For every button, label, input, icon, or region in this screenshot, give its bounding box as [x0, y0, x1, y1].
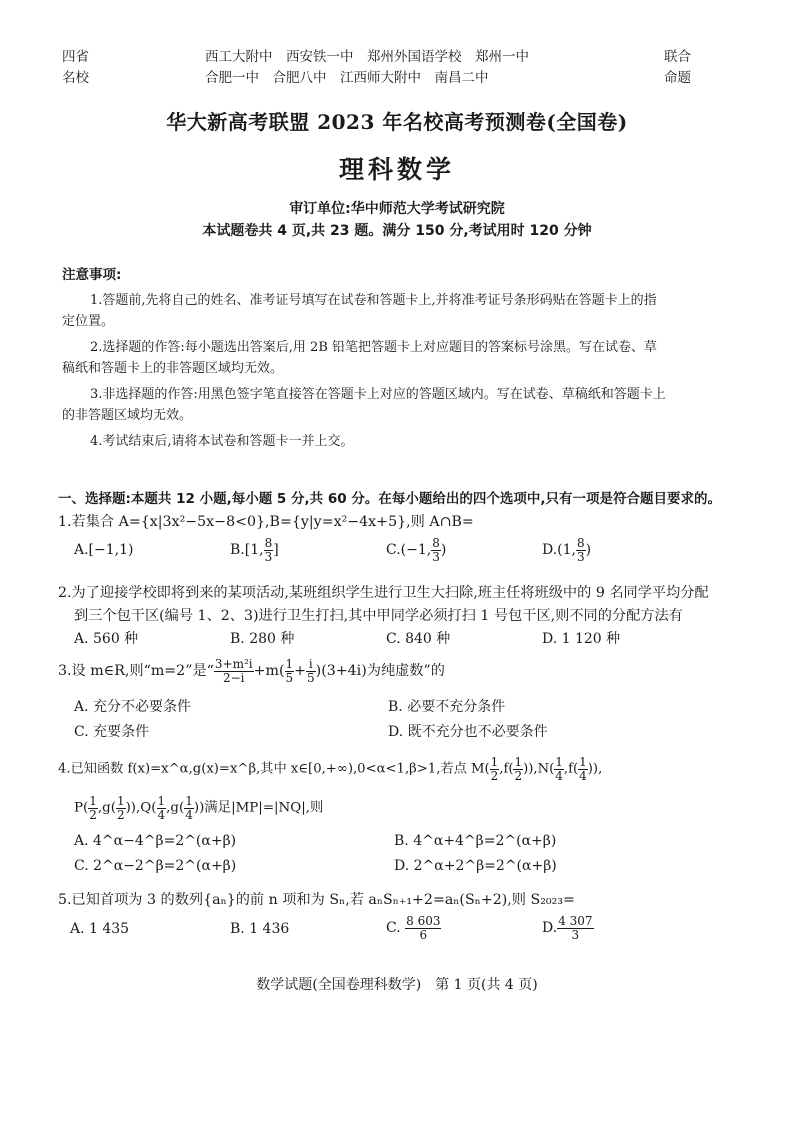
notice-item-3-line-2: 的非答题区域均无效。	[62, 408, 193, 423]
header-schools-row2: 合肥一中 合肥八中 江西师大附中 南昌二中	[205, 70, 489, 86]
header-left-top: 四省	[62, 49, 89, 65]
q2-option-c: C. 840 种	[386, 631, 451, 647]
q2-option-a: A. 560 种	[74, 631, 139, 647]
header-right-bottom: 命题	[664, 70, 691, 86]
notice-title: 注意事项:	[62, 267, 122, 283]
q5-option-c: C. $\frac{8 603}{6}$	[386, 914, 441, 942]
q3-option-b: B. 必要不充分条件	[388, 699, 506, 715]
q5-option-d: D. $\frac{4 307}{3}$	[542, 914, 593, 942]
q3-option-a: A. 充分不必要条件	[74, 699, 192, 715]
q5-option-b: B. 1 436	[230, 921, 290, 937]
q1-option-b: B.[1, $\frac{8}{3}$ ]	[230, 536, 279, 564]
q2-option-d: D. 1 120 种	[542, 631, 621, 647]
notice-item-1-line-1: 1.答题前,先将自己的姓名、准考证号填写在试卷和答题卡上,并将准考证号条形码贴在答题卡上的指	[90, 293, 657, 308]
q4-option-b: B. 4^α+4^β=2^(α+β)	[394, 833, 557, 849]
q2-stem-line-2: 到三个包干区(编号 1、2、3)进行卫生打扫,其中甲同学必须打扫 1 号包干区,则不同的分配方法有	[74, 608, 683, 624]
q1-option-d: D.(1, $\frac{8}{3}$ )	[542, 536, 592, 564]
q4-stem-line-2: P( $\frac{1}{2}$ ,g( $\frac{1}{2}$ )),Q( $\frac{1}{4}$ ,g( $\frac{1}{4}$ ))满足|MP|=|NQ|,则	[74, 794, 324, 822]
paper-title: 华大新高考联盟 2023 年名校高考预测卷(全国卷)	[166, 110, 628, 134]
q4-option-c: C. 2^α−2^β=2^(α+β)	[74, 858, 237, 874]
page-footer: 数学试题(全国卷理科数学) 第 1 页(共 4 页)	[256, 977, 538, 993]
q2-option-b: B. 280 种	[230, 631, 295, 647]
notice-item-2-line-2: 稿纸和答题卡上的非答题区域均无效。	[62, 361, 284, 376]
q2-stem-line-1: 2.为了迎接学校即将到来的某项活动,某班组织学生进行卫生大扫除,班主任将班级中的 9 名同学平均分配	[58, 585, 709, 601]
notice-item-2-line-1: 2.选择题的作答:每小题选出答案后,用 2B 铅笔把答题卡上对应题目的答案标号涂黑。写在试卷、草	[90, 340, 658, 355]
header-left-bottom: 名校	[62, 70, 89, 86]
q5-option-a: A. 1 435	[70, 921, 130, 937]
exam-info: 本试题卷共 4 页,共 23 题。满分 150 分,考试用时 120 分钟	[202, 223, 592, 239]
q1-option-c: C.(−1, $\frac{8}{3}$ )	[386, 536, 447, 564]
q5-stem: 5.已知首项为 3 的数列{aₙ}的前 n 项和为 Sₙ,若 aₙSₙ₊₁+2=aₙ(Sₙ+2),则 S₂₀₂₃=	[58, 892, 575, 908]
notice-item-4: 4.考试结束后,请将本试卷和答题卡一并上交。	[90, 434, 354, 449]
q4-option-d: D. 2^α+2^β=2^(α+β)	[394, 858, 557, 874]
notice-item-1-line-2: 定位置。	[62, 314, 115, 329]
header-schools-row1: 西工大附中 西安铁一中 郑州外国语学校 郑州一中	[205, 49, 529, 65]
q4-option-a: A. 4^α−4^β=2^(α+β)	[74, 833, 237, 849]
q3-option-c: C. 充要条件	[74, 724, 150, 740]
notice-item-3-line-1: 3.非选择题的作答:用黑色签字笔直接答在答题卡上对应的答题区域内。写在试卷、草稿纸和答题卡上	[90, 387, 666, 402]
header-right-top: 联合	[664, 49, 691, 65]
review-unit: 审订单位:华中师范大学考试研究院	[289, 201, 505, 217]
q3-option-d: D. 既不充分也不必要条件	[388, 724, 548, 740]
q1-stem: 1.若集合 A={x|3x²−5x−8<0},B={y|y=x²−4x+5},则 A∩B=	[58, 514, 474, 530]
q4-stem-line-1: 4.已知函数 f(x)=x^α,g(x)=x^β,其中 x∈[0,+∞),0<α<1,β>1,若点 M( $\frac{1}{2}$ ,f( $\frac{1}{2}$ )),N( $\frac{1}{4}$ ,f( $\frac{1}{4}$ )),	[58, 755, 603, 783]
q3-stem: 3.设 m∈R,则“m=2”是“ $\frac{\text{3+m²i}}{2-i}$ +m( $\frac{1}{5}$ + $\frac{i}{5}$ )(3+4i)为纯虚数”的	[58, 657, 445, 685]
subject-title: 理科数学	[338, 155, 455, 184]
q1-option-a: A.[−1,1)	[74, 542, 134, 558]
section-1-heading: 一、选择题:本题共 12 小题,每小题 5 分,共 60 分。在每小题给出的四个选项中,只有一项是符合题目要求的。	[58, 491, 721, 507]
